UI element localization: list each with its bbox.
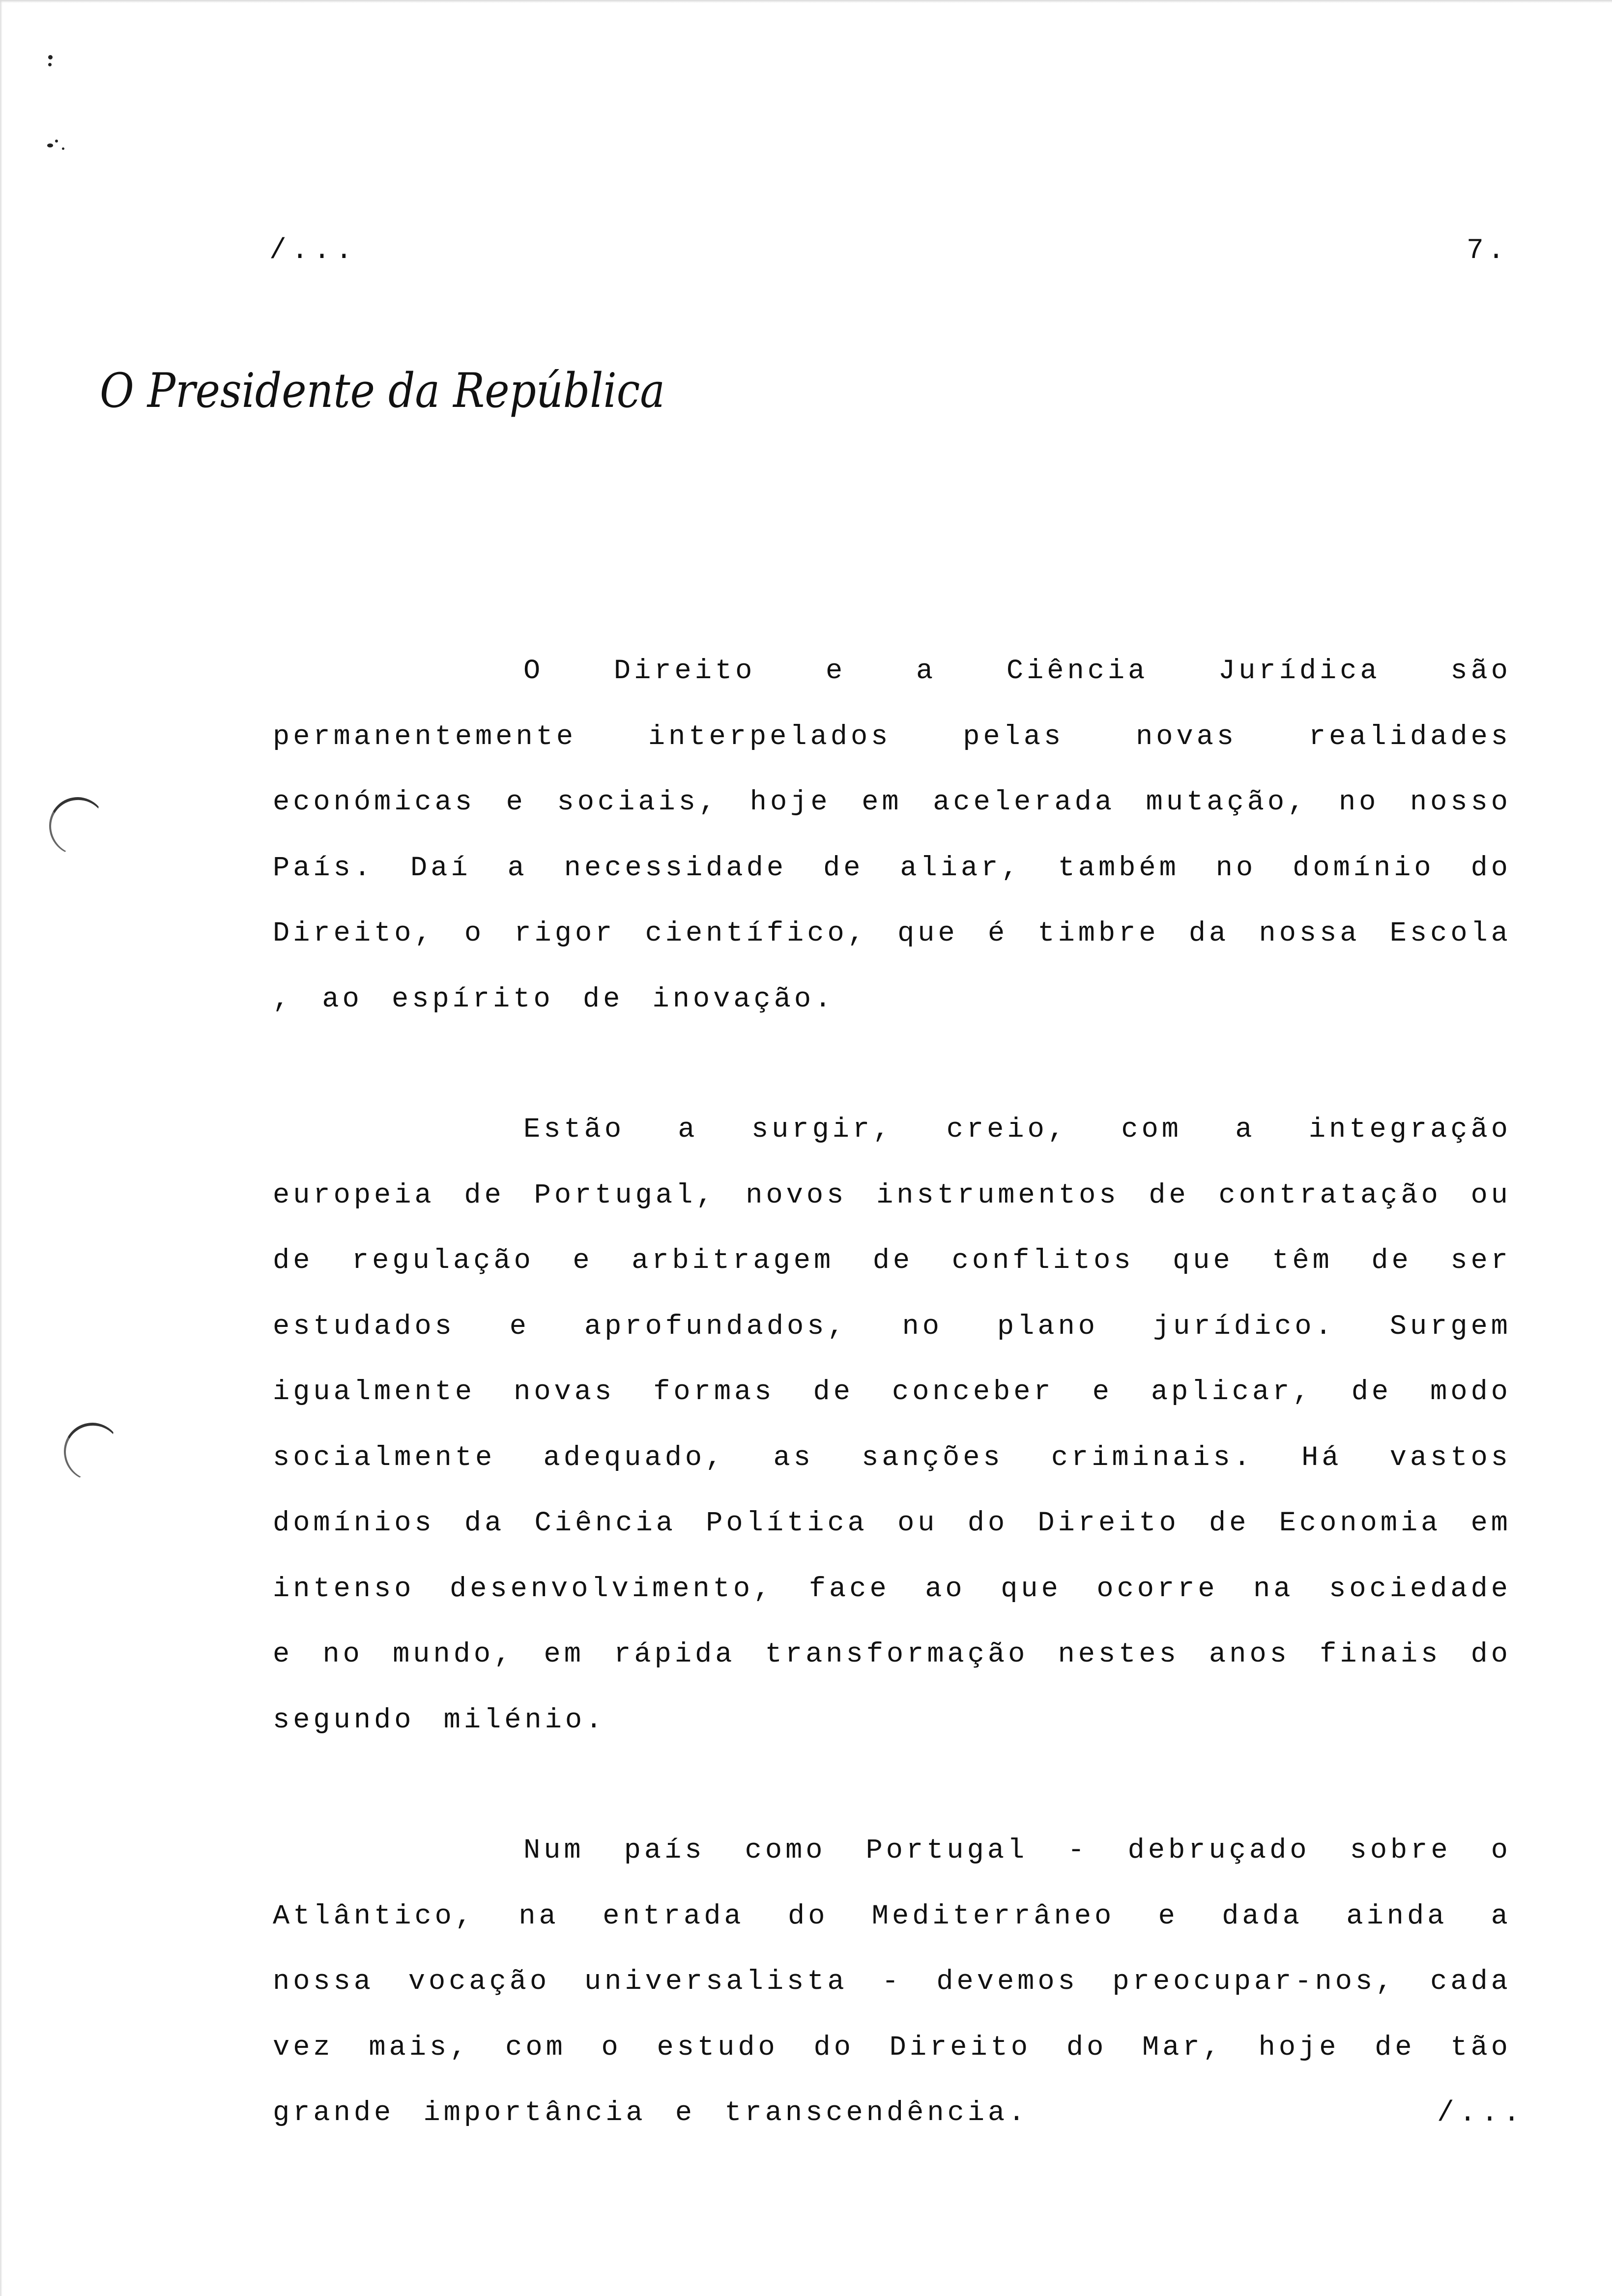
letterhead-script bbox=[96, 354, 676, 432]
paragraph: Estão a surgir, creio, com a integração europeia de Portugal, novos instrumentos de contratação ou de regulação e arbitragem de conflitos que têm de ser estudados e aprofundados, no plano jurídico. Surgem igualmente novas formas de conceber e aplicar, de modo socialmente adequado, as sanções criminais. Há vastos domínios da Ciência Política ou do Direito de Economia em intenso desenvolvimento, face ao que ocorre na sociedade e no mundo, em rápida transformação nestes anos finais do segundo milénio. bbox=[273, 1114, 1511, 1736]
page-number: 7. bbox=[1467, 235, 1509, 267]
paragraph: Num país como Portugal - debruçado sobre o Atlântico, na entrada do Mediterrâneo e dada ainda a nossa vocação universalista - devemos preocupar-nos, cada vez mais, com o estudo do Direito do Mar, hoje de tão grande importância e transcendência. bbox=[273, 1835, 1511, 2129]
punch-hole-mark bbox=[45, 793, 111, 860]
punch-hole-mark bbox=[59, 1418, 126, 1485]
scan-speck bbox=[48, 55, 53, 59]
paragraph: O Direito e a Ciência Jurídica são permanentemente interpelados pelas novas realidades económicas e sociais, hoje em acelerada mutação, no nosso País. Daí a necessidade de aliar, também no domínio do Direito, o rigor científico, que é timbre da nossa Escola , ao espírito de inovação. bbox=[273, 656, 1511, 1015]
scan-speck bbox=[48, 63, 52, 66]
page-continuation-marker-bottom: /... bbox=[1437, 2097, 1526, 2129]
letterhead bbox=[96, 354, 676, 432]
letterhead-text: O Presidente da República bbox=[100, 363, 665, 418]
page-continuation-marker-top: /... bbox=[269, 235, 358, 267]
scan-speck bbox=[62, 147, 64, 150]
scan-speck bbox=[47, 144, 53, 147]
scan-top-edge bbox=[0, 0, 1612, 3]
scan-speck bbox=[55, 140, 58, 143]
letter-body bbox=[273, 639, 1511, 2147]
scan-left-edge bbox=[0, 0, 2, 2296]
